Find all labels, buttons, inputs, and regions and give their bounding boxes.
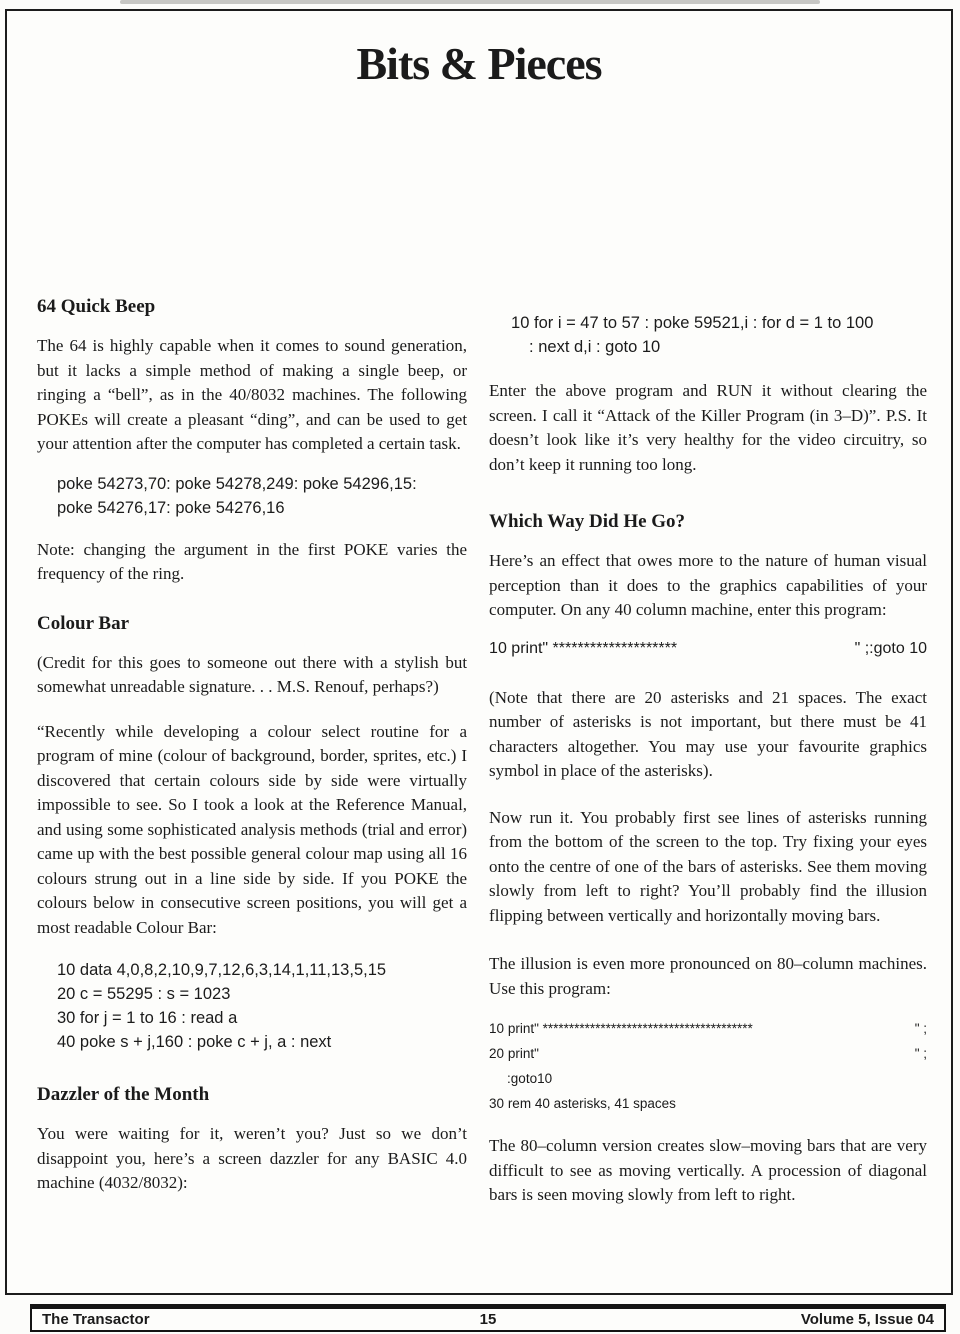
heading-colour-bar: Colour Bar xyxy=(37,612,130,634)
dazzler-paragraph: You were waiting for it, weren’t you? Just so we don’t disappoint you, here’s a screen dazzler for any BASIC 4.0 machine (4032/8032): xyxy=(37,1124,468,1192)
left-column xyxy=(37,296,467,1223)
quick-beep-note: Note: changing the argument in the first POKE varies the frequency of the ring. xyxy=(37,539,468,583)
code-line-40-column xyxy=(489,638,927,660)
code-line xyxy=(489,1016,927,1041)
code-segment: 10 print" **************************************** xyxy=(489,1021,753,1036)
heading-which-way-did-he-go: Which Way Did He Go? xyxy=(489,511,686,532)
code-line: 40 poke s + j,160 : poke c + j, a : next xyxy=(57,1033,332,1051)
which-way-paragraph-3: The illusion is even more pronounced on 80–column machines. Use this program: xyxy=(489,954,927,998)
quick-beep-code-block xyxy=(57,472,467,520)
two-column-layout xyxy=(7,296,951,1223)
code-line: 20 c = 55295 : s = 1023 xyxy=(57,985,231,1003)
code-line: 30 for j = 1 to 16 : read a xyxy=(57,1009,238,1027)
dazzler-code-block xyxy=(511,311,927,359)
code-segment: " ; xyxy=(914,1021,927,1036)
colour-bar-paragraph: “Recently while developing a colour select routine for a program of mine (colour of background, border, sprites, etc.) I discovered that certain colours side by side were virtually impossible to see. So I took a look at the Reference Manual, and using some sophisticated analysis methods (trial and error) came up with the best possible general colour map using all 16 colours strung out in a line side by side. If you POKE the colours below in consecutive screen positions, you will get a most readable Colour Bar: xyxy=(37,721,468,937)
code-line: 10 for i = 47 to 57 : poke 59521,i : for d = 1 to 100 xyxy=(511,314,874,332)
which-way-paragraph-1: Here’s an effect that owes more to the nature of human visual perception than it does to the graphics capabilities of your computer. On any 40 column machine, enter this program: xyxy=(489,551,927,619)
which-way-paragraph-4: The 80–column version creates slow–moving bars that are very difficult to see as moving vertically. A procession of diagonal bars is seen moving slowly from left to right. xyxy=(489,1136,927,1204)
code-segment: 20 print" xyxy=(489,1046,539,1061)
page-title: Bits & Pieces xyxy=(356,38,602,89)
code-segment: 10 print" ******************** xyxy=(489,639,678,657)
colour-bar-credit: (Credit for this goes to someone out there with a stylish but somewhat unreadable signature. . . M.S. Renouf, perhaps?) xyxy=(37,652,468,696)
code-line: : next d,i : goto 10 xyxy=(529,338,661,356)
quick-beep-paragraph: The 64 is highly capable when it comes to sound generation, but it lacks a simple method of making a single beep, or ringing a “bell”, as in the 40/8032 machines. The following POKEs will create a pleasant “ding”, and can be used to get your attention after the computer has completed a certain task. xyxy=(37,336,468,453)
code-line: poke 54273,70: poke 54278,249: poke 54296,15: xyxy=(57,474,417,493)
code-block-80-column xyxy=(489,1016,927,1116)
which-way-paragraph-2: Now run it. You probably first see lines of asterisks running from the bottom of the screen to the top. Try fixing your eyes onto the centre of one of the bars of asterisks. See them moving slowly from left to right? You’ll probably find the illusion flipping between vertically and horizontally moving bars. xyxy=(489,807,927,925)
footer-publication-name: The Transactor xyxy=(42,1311,150,1328)
heading-64-quick-beep: 64 Quick Beep xyxy=(37,296,156,317)
magazine-page xyxy=(5,9,953,1295)
page-footer xyxy=(30,1304,946,1332)
code-segment: " ; xyxy=(914,1046,927,1061)
code-line: 10 data 4,0,8,2,10,9,7,12,6,3,14,1,11,13,5,15 xyxy=(57,961,387,979)
code-segment: " ;:goto 10 xyxy=(854,639,927,657)
footer-page-number: 15 xyxy=(479,1311,497,1328)
code-line: :goto10 xyxy=(507,1071,553,1086)
right-column xyxy=(489,296,927,1223)
heading-dazzler-of-the-month: Dazzler of the Month xyxy=(37,1084,210,1105)
colour-bar-code-block xyxy=(57,958,467,1054)
code-line xyxy=(489,1041,927,1066)
scan-artifact-edge xyxy=(120,0,820,4)
code-line: poke 54276,17: poke 54276,16 xyxy=(57,498,285,517)
asterisk-note-paragraph: (Note that there are 20 asterisks and 21 spaces. The exact number of asterisks is not important, but there must be 41 characters altogether. You may use your favourite graphics symbol in place of the asterisks). xyxy=(489,687,927,780)
code-line: 30 rem 40 asterisks, 41 spaces xyxy=(489,1096,676,1111)
footer-volume-issue: Volume 5, Issue 04 xyxy=(800,1311,934,1328)
dazzler-run-paragraph: Enter the above program and RUN it without clearing the screen. I call it “Attack of the Killer Program (in 3–D)”. P.S. It doesn’t look like it’s very healthy for the video circuitry, so don’t keep it running too long. xyxy=(489,381,927,474)
